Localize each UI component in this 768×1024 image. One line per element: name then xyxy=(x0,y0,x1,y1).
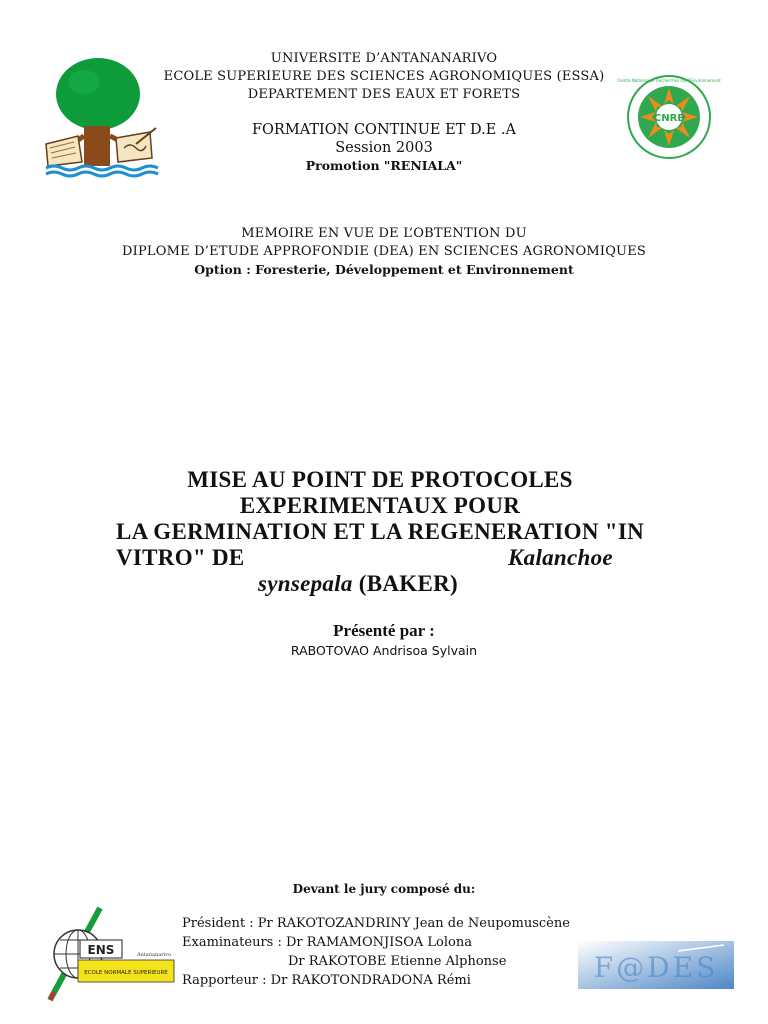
jury-examinateur2: Dr RAKOTOBE Etienne Alphonse xyxy=(288,954,507,969)
title-line1: MISE AU POINT DE PROTOCOLES xyxy=(187,467,573,492)
memoire-option: Option : Foresterie, Développement et Environnement xyxy=(194,262,574,277)
ens-banner: ECOLE NORMALE SUPERIEURE xyxy=(84,970,168,976)
cnre-label: CNRE xyxy=(653,113,685,124)
title-line2: EXPERIMENTAUX POUR xyxy=(239,493,521,518)
header-university: UNIVERSITE D’ANTANANARIVO xyxy=(270,51,498,66)
jury-intro: Devant le jury composé du: xyxy=(292,882,476,896)
header-department: DEPARTEMENT DES EAUX ET FORETS xyxy=(247,87,521,102)
fades-logo xyxy=(578,941,734,989)
title-species-genus: Kalanchoe xyxy=(508,545,613,570)
header-session: Session 2003 xyxy=(335,140,433,156)
memoire-line1: MEMOIRE EN VUE DE L’OBTENTION DU xyxy=(241,226,527,241)
jury-rapporteur: Rapporteur : Dr RAKOTONDRADONA Rémi xyxy=(182,973,471,988)
title-line3: LA GERMINATION ET LA REGENERATION "IN xyxy=(115,519,645,544)
thesis-title xyxy=(90,467,670,596)
header-promotion: Promotion "RENIALA" xyxy=(305,158,463,173)
memoire-line2: DIPLOME D’ETUDE APPROFONDIE (DEA) EN SCIENCES AGRONOMIQUES xyxy=(121,244,646,259)
jury-president: Président : Pr RAKOTOZANDRINY Jean de Neupomuscène xyxy=(182,916,570,931)
header-formation: FORMATION CONTINUE ET D.E .A xyxy=(251,122,516,138)
ens-logo xyxy=(44,904,178,1004)
title-line4a: VITRO" DE xyxy=(116,545,245,570)
ens-city: Antananarivo xyxy=(136,952,172,958)
presenter-label: Présenté par : xyxy=(333,621,435,640)
cnre-ring-text: Centre National de Recherches sur l'Environnement xyxy=(617,78,721,83)
presenter-name: RABOTOVAO Andrisoa Sylvain xyxy=(290,643,478,658)
title-species-epithet: synsepala xyxy=(258,571,353,596)
fades-label: F@DES xyxy=(593,951,719,984)
header-school: ECOLE SUPERIEURE DES SCIENCES AGRONOMIQUES (ESSA) xyxy=(163,69,605,84)
title-author: (BAKER) xyxy=(352,571,458,596)
ens-label: ENS xyxy=(87,943,115,957)
jury-examinateurs: Examinateurs : Dr RAMAMONJISOA Lolona xyxy=(182,935,472,950)
